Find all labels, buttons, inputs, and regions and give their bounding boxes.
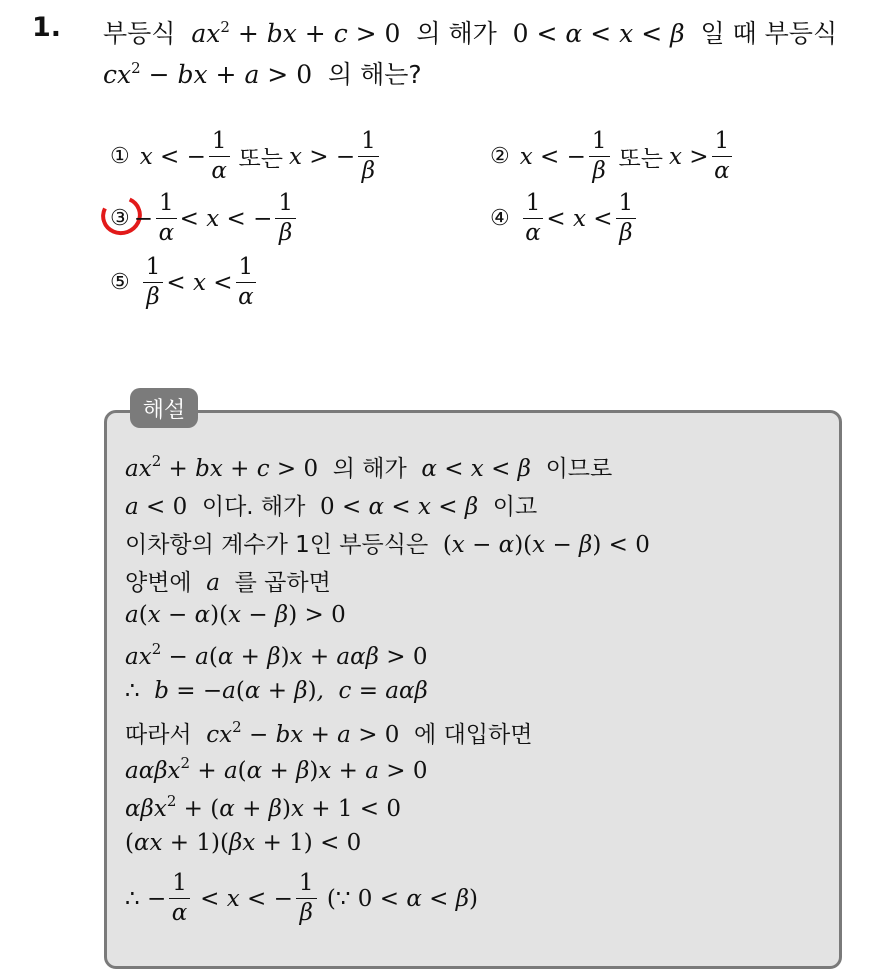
- solution-text: 이고: [492, 494, 538, 520]
- target-inequality-expression: $cx^2$ − bx + a > 0: [103, 59, 313, 89]
- choice-number: ②: [490, 144, 510, 169]
- fraction: $\frac{1}{\beta}$: [296, 872, 317, 925]
- fraction: $\frac{1}{\alpha}$: [523, 192, 544, 245]
- solution-line: a(x − α)(x − β) > 0: [125, 602, 346, 628]
- solution-tag: 해설: [130, 388, 198, 428]
- fraction: $\frac{1}{\alpha}$: [236, 256, 257, 309]
- fraction: $\frac{1}{\beta}$: [589, 130, 610, 183]
- choice-number: ③: [110, 206, 130, 231]
- solution-range-expression: 0 < α < x < β: [512, 19, 693, 48]
- solution-text: 양변에: [125, 570, 192, 596]
- choice-expression: −: [133, 205, 154, 232]
- choice-number: ①: [110, 144, 130, 169]
- choice-number: ⑤: [110, 270, 130, 295]
- fraction: $\frac{1}{\beta}$: [275, 192, 296, 245]
- fraction: $\frac{1}{\alpha}$: [209, 130, 230, 183]
- question-text: 의 해가: [416, 19, 497, 48]
- choice-2[interactable]: [490, 130, 735, 183]
- solution-line: aαβx$^2$ + a(α + β)x + a > 0: [125, 754, 428, 784]
- choice-expression: x >: [668, 143, 709, 170]
- solution-line: 이차항의 계수가 1인 부등식은 (x − α)(x − β) < 0: [125, 532, 650, 558]
- solution-line: ∴ − $\frac{1}{\alpha}$ < x < − $\frac{1}{\beta}$ (∵ 0 < α < β): [125, 870, 479, 926]
- inequality-expression: $ax^2$ + bx + c > 0: [183, 18, 401, 48]
- choice-expression: < x <: [546, 205, 613, 232]
- choice-expression: < x <: [166, 269, 233, 296]
- choice-expression: x < −: [139, 143, 206, 170]
- fraction: $\frac{1}{\alpha}$: [712, 130, 733, 183]
- fraction: $\frac{1}{\beta}$: [358, 130, 379, 183]
- solution-line: ∴ b = −a(α + β), c = aαβ: [125, 678, 428, 704]
- choice-expression: x > −: [288, 143, 356, 170]
- choice-expression: < x < −: [179, 205, 273, 232]
- fraction: $\frac{1}{\beta}$: [143, 256, 164, 309]
- solution-line: αβx$^2$ + (α + β)x + 1 < 0: [125, 792, 402, 822]
- question-text: 부등식: [764, 19, 838, 48]
- solution-line: 따라서 $cx^2$ − bx + a > 0 에 대입하면: [125, 718, 533, 748]
- solution-line: a < 0 이다. 해가 0 < α < x < β 이고: [125, 494, 538, 520]
- solution-line: 양변에 a 를 곱하면: [125, 570, 331, 596]
- question-line-2: [103, 55, 422, 91]
- solution-line: $ax^2$ + bx + c > 0 의 해가 α < x < β 이므로: [125, 452, 613, 482]
- question-text: 의 해는?: [328, 60, 422, 89]
- question-line-1: [103, 14, 837, 50]
- question-number: 1.: [32, 12, 62, 43]
- solution-text: 따라서: [125, 722, 192, 748]
- solution-line: (αx + 1)(βx + 1) < 0: [125, 830, 362, 856]
- solution-line: $ax^2 - a(\alpha + \beta)x + a\alpha\beta > 0$: [125, 640, 428, 670]
- solution-text: 이므로: [545, 456, 613, 482]
- choice-4[interactable]: [490, 192, 639, 245]
- choice-3[interactable]: [110, 192, 299, 245]
- fraction: $\frac{1}{\alpha}$: [156, 192, 177, 245]
- question-text: 일 때: [700, 19, 757, 48]
- choice-number: ④: [490, 206, 510, 231]
- solution-text: 이다. 해가: [201, 494, 306, 520]
- choice-5[interactable]: [110, 256, 259, 309]
- solution-text: 에 대입하면: [414, 722, 533, 748]
- fraction: $\frac{1}{\alpha}$: [169, 872, 190, 925]
- choice-expression: x < −: [519, 143, 586, 170]
- solution-text: 의 해가: [332, 456, 407, 482]
- choice-text: 또는: [238, 146, 283, 172]
- solution-text: 이차항의 계수가 1인 부등식은: [125, 532, 429, 558]
- solution-text: 를 곱하면: [234, 570, 331, 596]
- fraction: $\frac{1}{\beta}$: [616, 192, 637, 245]
- choice-1[interactable]: [110, 130, 382, 183]
- choice-text: 또는: [618, 146, 663, 172]
- question-text: 부등식: [103, 19, 176, 48]
